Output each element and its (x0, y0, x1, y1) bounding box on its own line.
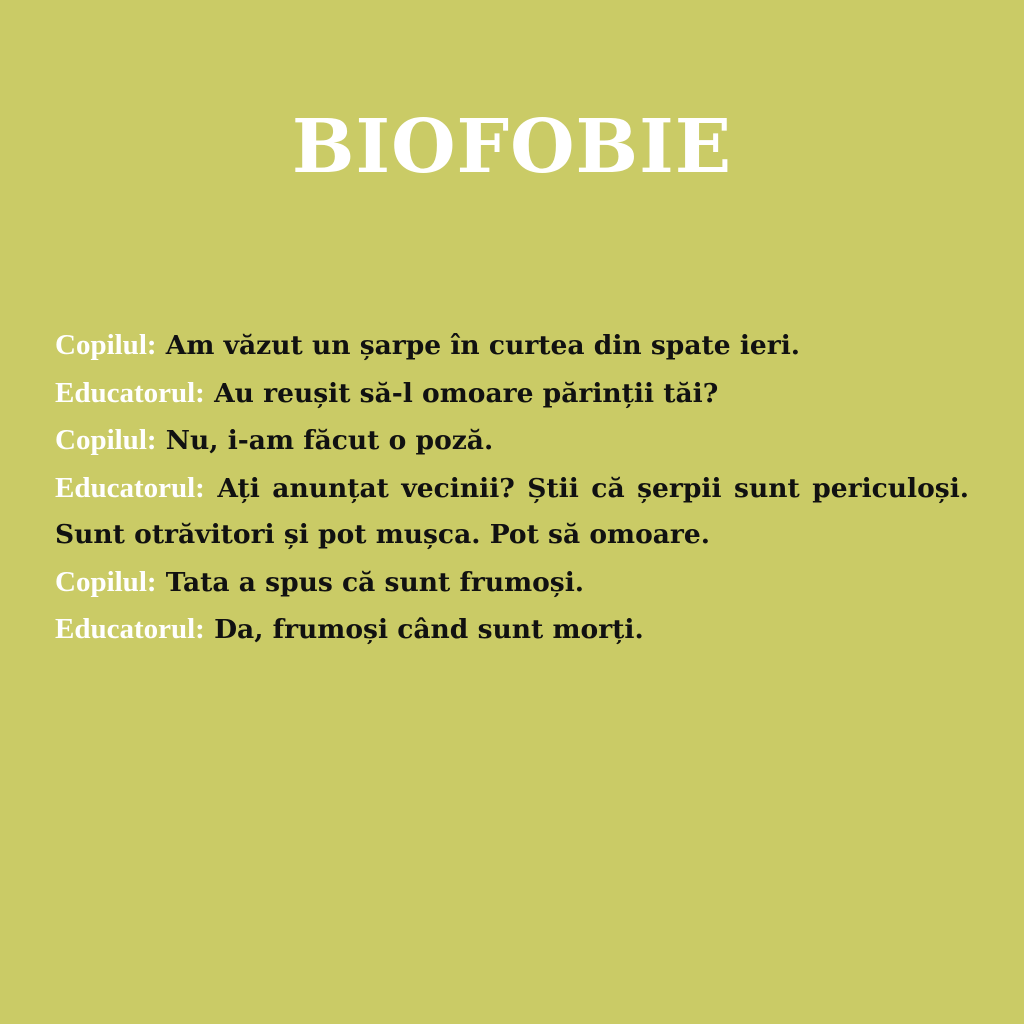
dialogue-text: Tata a spus că sunt frumoși. (165, 566, 585, 598)
dialogue-text: Nu, i-am făcut o poză. (165, 425, 494, 456)
speaker-label: Educatorul: (55, 613, 205, 645)
dialogue-line (55, 559, 969, 607)
dialogue-line (55, 322, 969, 370)
dialogue-line (55, 606, 969, 654)
speaker-label: Copilul: (55, 565, 157, 598)
speaker-label: Educatorul: (55, 471, 205, 504)
speaker-label: Educatorul: (55, 376, 205, 409)
speaker-label: Copilul: (55, 329, 157, 361)
dialogue-text: Au reușit să-l omoare părinții tăi? (214, 377, 719, 409)
dialogue-line (55, 417, 969, 465)
dialogue-line (55, 465, 969, 559)
dialogue-block (55, 322, 969, 654)
dialogue-line (55, 370, 969, 418)
dialogue-text: Ați anunțat vecinii? Știi că șerpii sunt periculoși. Sunt otrăvitori și pot mușca. Pot să omoare. (55, 472, 969, 550)
speaker-label: Copilul: (55, 424, 157, 456)
page-title: BIOFOBIE (291, 104, 733, 190)
dialogue-text: Da, frumoși când sunt morți. (214, 614, 644, 645)
dialogue-text: Am văzut un șarpe în curtea din spate ieri. (165, 330, 801, 361)
